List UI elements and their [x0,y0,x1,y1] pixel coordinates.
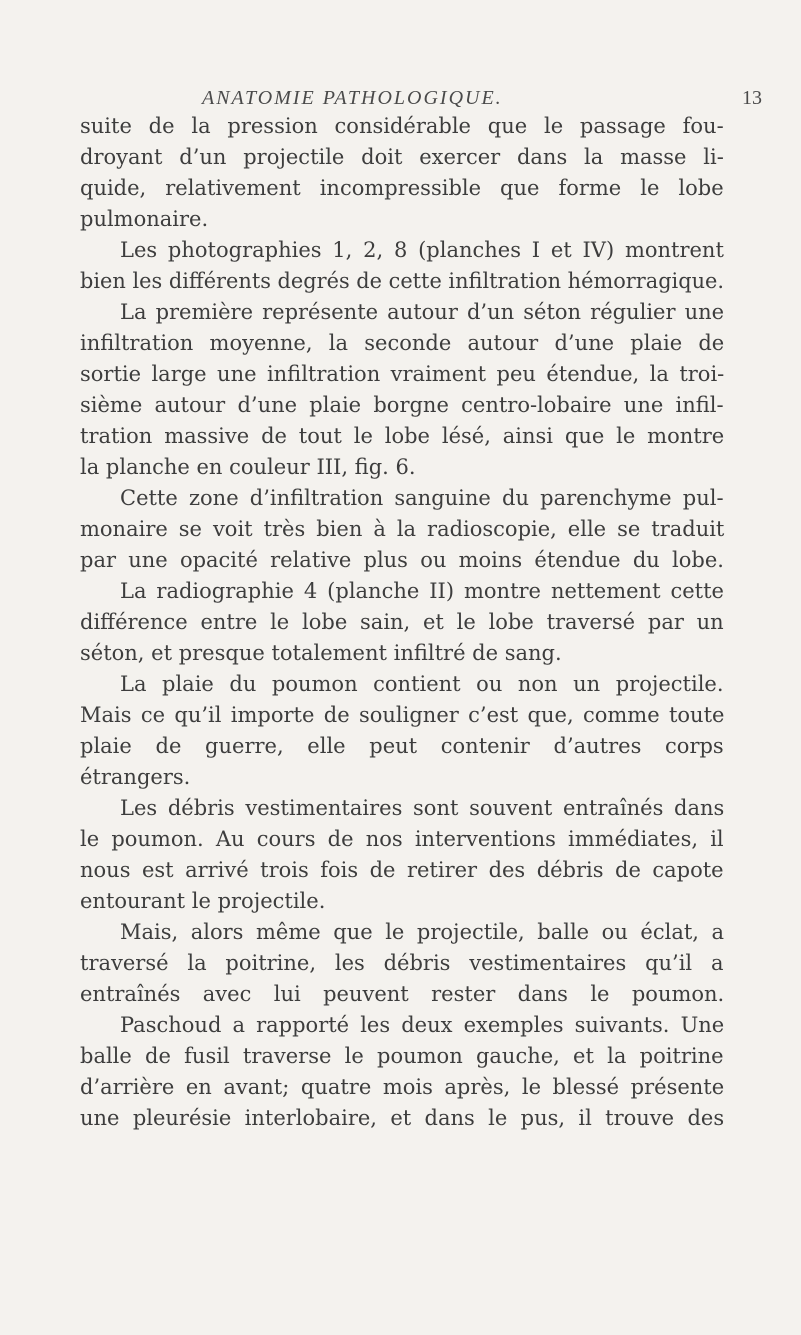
text-line: sortie large une infiltration vraiment peu étendue, la troi- [80,362,725,386]
text-line: nous est arrivé trois fois de retirer des débris de capote [80,858,724,882]
text-line: Mais ce qu’il importe de souligner c’est que, comme toute [80,703,725,727]
text-line: balle de fusil traverse le poumon gauche, et la poitrine [80,1044,724,1068]
text-line: par une opacité relative plus ou moins étendue du lobe. [80,548,724,572]
text-line: entourant le projectile. [80,889,326,913]
text-line: Les débris vestimentaires sont souvent entraînés dans [120,796,725,820]
text-line: Paschoud a rapporté les deux exemples suivants. Une [120,1013,725,1037]
text-line: monaire se voit très bien à la radioscopie, elle se traduit [80,517,725,541]
text-line: quide, relativement incompressible que forme le lobe [80,176,724,200]
page-number: 13 [742,87,762,109]
text-line: différence entre le lobe sain, et le lobe traversé par un [80,610,724,634]
text-line: droyant d’un projectile doit exercer dans la masse li- [80,145,724,169]
text-line: plaie de guerre, elle peut contenir d’autres corps [80,734,724,758]
text-line: Cette zone d’infiltration sanguine du parenchyme pul- [120,486,724,510]
text-line: La plaie du poumon contient ou non un projectile. [120,672,724,696]
text-line: d’arrière en avant; quatre mois après, le blessé présente [80,1075,725,1099]
text-line: Mais, alors même que le projectile, balle ou éclat, a [120,920,725,944]
text-line: tration massive de tout le lobe lésé, ainsi que le montre [80,424,725,448]
text-line: une pleurésie interlobaire, et dans le pus, il trouve des [80,1106,725,1130]
text-line: Les photographies 1, 2, 8 (planches I et IV) montrent [120,238,724,262]
text-line: bien les différents degrés de cette infiltration hémorragique. [80,269,725,293]
text-line: pulmonaire. [80,207,209,231]
text-line: étrangers. [80,765,191,789]
text-line: entraînés avec lui peuvent rester dans le poumon. [80,982,725,1006]
text-line: sième autour d’une plaie borgne centro-lobaire une infil- [80,393,724,417]
text-line: traversé la poitrine, les débris vestimentaires qu’il a [80,951,724,975]
text-line: le poumon. Au cours de nos interventions immédiates, il [80,827,724,851]
text-line: suite de la pression considérable que le passage fou- [80,114,724,138]
text-line: La première représente autour d’un séton régulier une [120,300,725,324]
text-line: infiltration moyenne, la seconde autour d’une plaie de [80,331,725,355]
text-line: séton, et presque totalement infiltré de sang. [80,641,562,665]
running-header: ANATOMIE PATHOLOGIQUE. [202,87,503,109]
text-line: la planche en couleur III, fig. 6. [80,455,416,479]
text-line: La radiographie 4 (planche II) montre nettement cette [120,579,724,603]
